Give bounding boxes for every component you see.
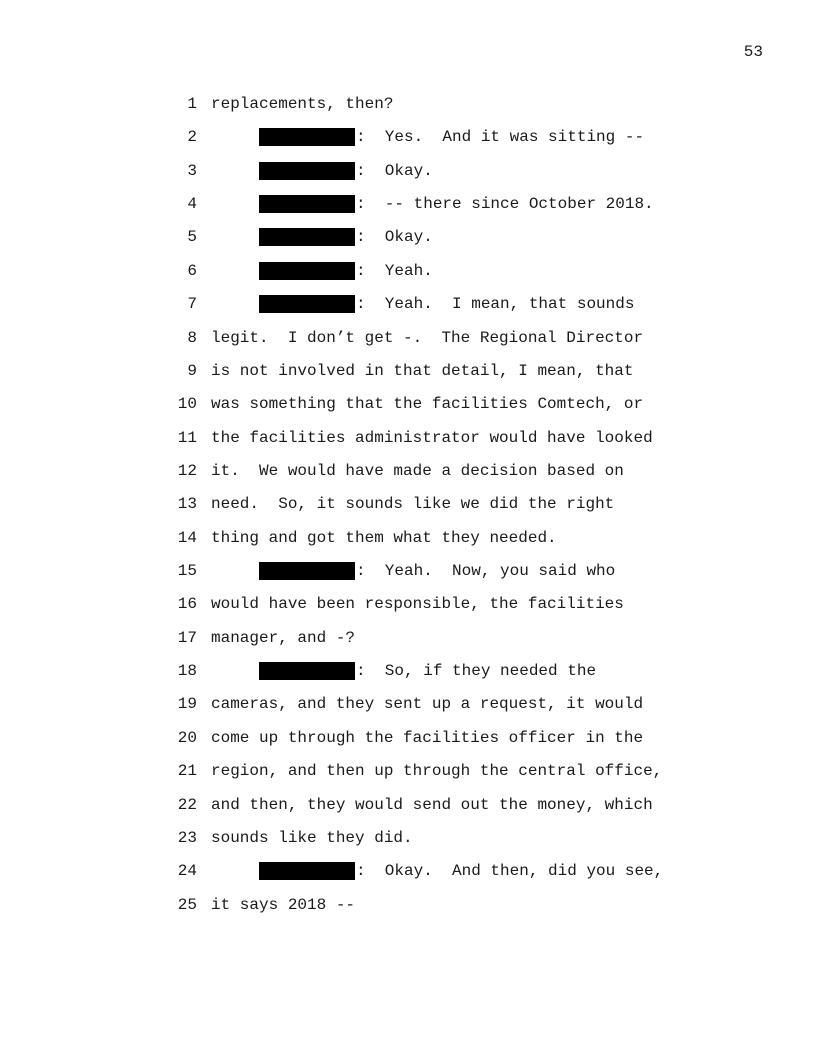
transcript-line: [0, 592, 816, 625]
line-number: 12: [177, 461, 197, 480]
line-text: thing and got them what they needed.: [211, 528, 557, 547]
line-number: 1: [187, 95, 197, 113]
speaker-statement: : Okay. And then, did you see,: [356, 862, 664, 881]
line-text: the facilities administrator would have looked: [211, 428, 653, 447]
line-text: replacements, then?: [211, 95, 394, 113]
redacted-speaker-name: [259, 295, 355, 313]
transcript-line: [0, 125, 816, 158]
line-number: 20: [177, 728, 197, 747]
transcript-line: [0, 893, 816, 926]
transcript-line: [0, 793, 816, 826]
line-number: 24: [177, 862, 197, 881]
line-number: 15: [177, 562, 197, 581]
line-number: 16: [177, 595, 197, 614]
transcript-line: [0, 726, 816, 759]
line-number: 17: [177, 628, 197, 647]
line-text: would have been responsible, the facilities: [211, 595, 624, 614]
speaker-statement: : Yes. And it was sitting --: [356, 128, 645, 147]
line-number: 22: [177, 795, 197, 814]
transcript-line: [0, 759, 816, 792]
line-number: 2: [187, 128, 197, 147]
line-number: 11: [177, 428, 197, 447]
transcript-line: [0, 259, 816, 292]
transcript-line: [0, 559, 816, 592]
line-number: 5: [187, 228, 197, 247]
line-text: cameras, and they sent up a request, it would: [211, 695, 644, 714]
line-number: 10: [177, 395, 197, 414]
line-number: 7: [187, 295, 197, 314]
transcript-line: [0, 292, 816, 325]
redacted-speaker-name: [259, 662, 355, 680]
speaker-statement: : Yeah.: [356, 261, 433, 280]
line-text: need. So, it sounds like we did the right: [211, 495, 615, 514]
transcript-line: [0, 359, 816, 392]
line-text: was something that the facilities Comtech, or: [211, 395, 644, 414]
line-text: come up through the facilities officer in the: [211, 728, 644, 747]
line-text: sounds like they did.: [211, 828, 413, 847]
line-number: 3: [187, 161, 197, 180]
line-text: manager, and -?: [211, 628, 356, 647]
transcript-line: [0, 459, 816, 492]
transcript-line: [0, 426, 816, 459]
line-number: 13: [177, 495, 197, 514]
page-number: 53: [743, 43, 763, 61]
line-number: 25: [177, 895, 197, 914]
line-text: and then, they would send out the money, which: [211, 795, 653, 814]
speaker-statement: : So, if they needed the: [356, 662, 597, 681]
speaker-statement: : -- there since October 2018.: [356, 195, 654, 214]
transcript-line: [0, 192, 816, 225]
redacted-speaker-name: [259, 195, 355, 213]
transcript-line: [0, 92, 816, 125]
transcript-line: [0, 326, 816, 359]
transcript-line: [0, 159, 816, 192]
line-number: 4: [187, 195, 197, 214]
speaker-statement: : Okay.: [356, 161, 433, 180]
transcript-line: [0, 859, 816, 892]
line-number: 19: [177, 695, 197, 714]
transcript-line: [0, 526, 816, 559]
transcript-line: [0, 492, 816, 525]
line-text: is not involved in that detail, I mean, that: [211, 361, 634, 380]
line-number: 21: [177, 762, 197, 781]
transcript-line: [0, 392, 816, 425]
transcript-line: [0, 626, 816, 659]
speaker-statement: : Okay.: [356, 228, 433, 247]
line-text: it. We would have made a decision based on: [211, 461, 624, 480]
line-number: 9: [187, 361, 197, 380]
transcript-line: [0, 659, 816, 692]
redacted-speaker-name: [259, 128, 355, 146]
line-number: 6: [187, 261, 197, 280]
redacted-speaker-name: [259, 162, 355, 180]
transcript-line: [0, 826, 816, 859]
speaker-statement: : Yeah. I mean, that sounds: [356, 295, 635, 314]
line-number: 14: [177, 528, 197, 547]
transcript-line: [0, 225, 816, 258]
line-number: 8: [187, 328, 197, 347]
line-text: region, and then up through the central office,: [211, 762, 663, 781]
line-number: 23: [177, 828, 197, 847]
transcript-body: [0, 92, 816, 926]
redacted-speaker-name: [259, 862, 355, 880]
line-text: it says 2018 --: [211, 895, 356, 914]
speaker-statement: : Yeah. Now, you said who: [356, 562, 616, 581]
line-number: 18: [177, 662, 197, 681]
redacted-speaker-name: [259, 562, 355, 580]
line-text: legit. I don’t get -. The Regional Director: [211, 328, 644, 347]
redacted-speaker-name: [259, 228, 355, 246]
transcript-line: [0, 692, 816, 725]
redacted-speaker-name: [259, 262, 355, 280]
